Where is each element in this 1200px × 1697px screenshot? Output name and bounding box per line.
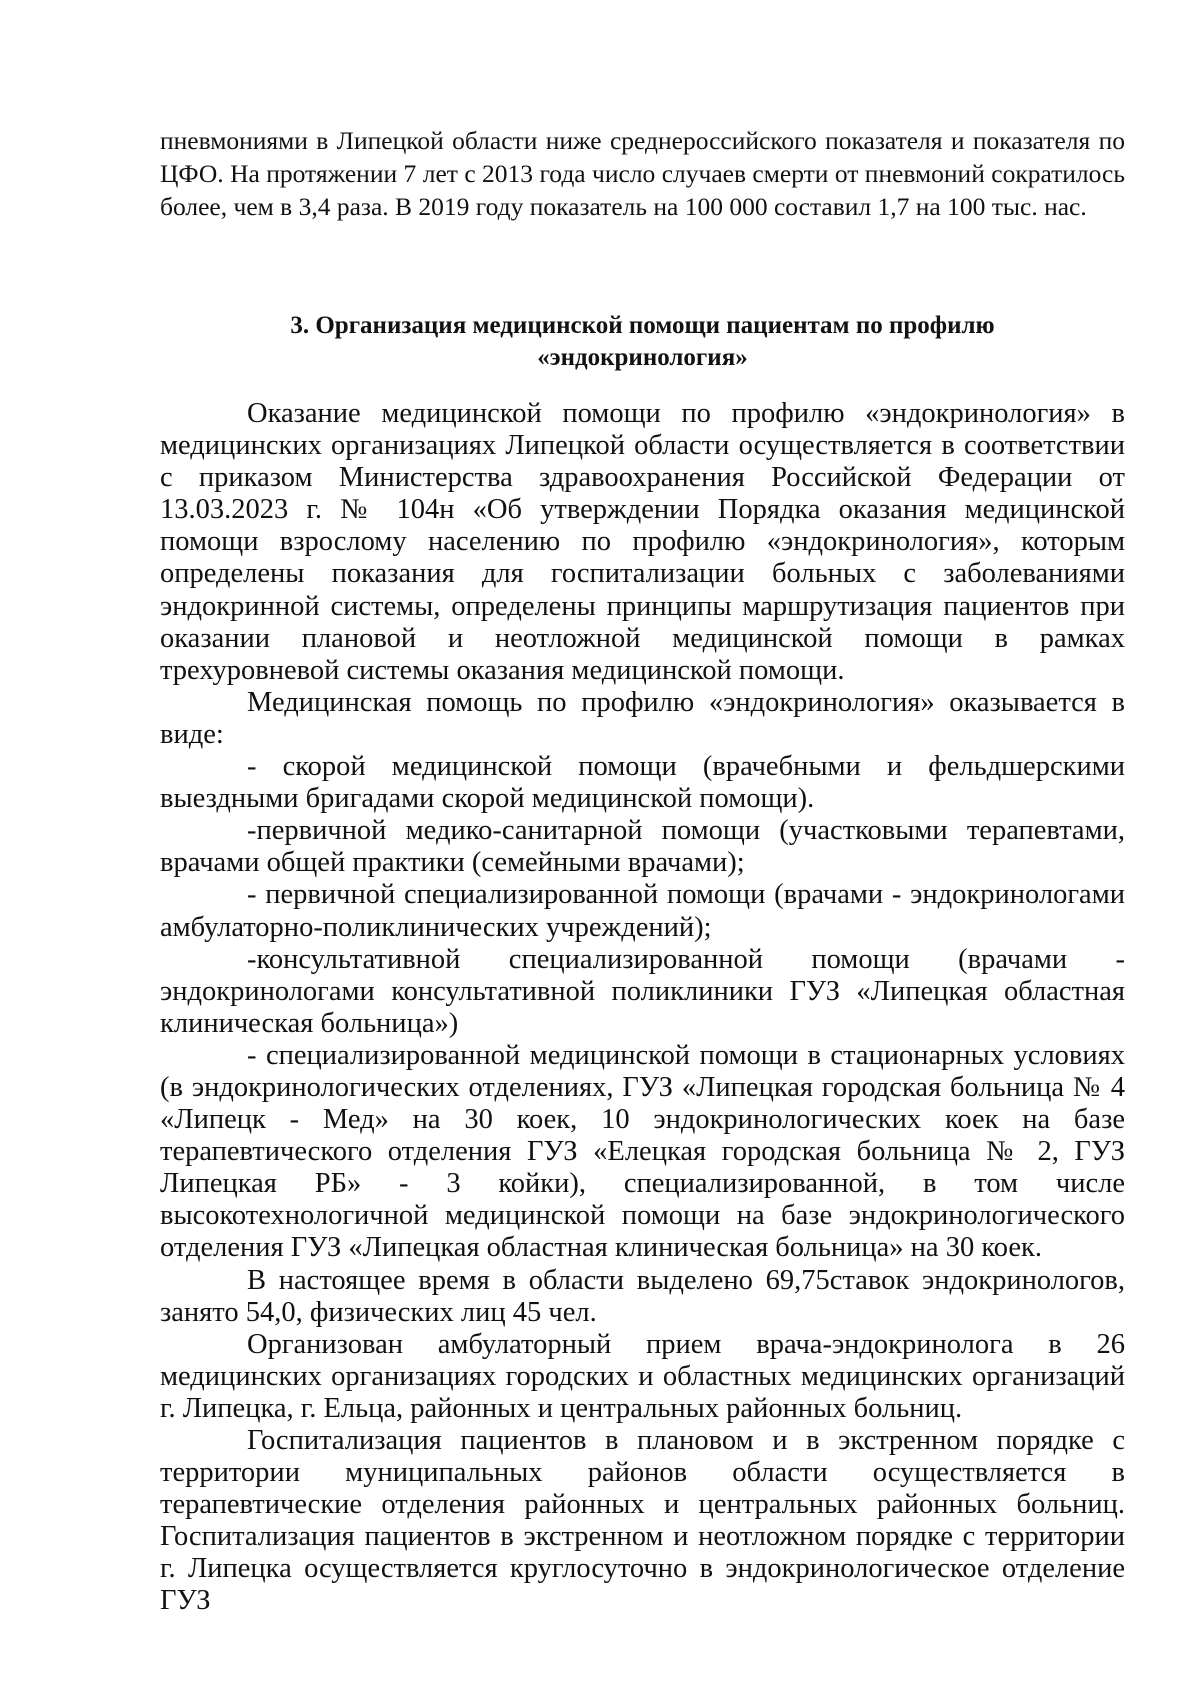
list-item: - специализированной медицинской помощи в стационарных условиях (в эндокринологических отделениях, ГУЗ «Липецкая городская больница № 4 «Липецк - Мед» на 30 коек, 10 эндокринологических коек на базе терапевтического отделения ГУЗ «Елецкая городская больница № 2, ГУЗ Липецкая РБ» - 3 койки), специализированной, в том числе высокотехнологичной медицинской помощи на базе эндокринологического отделения ГУЗ «Липецкая областная клиническая больница» на 30 коек. (160, 1039, 1125, 1264)
paragraph: Медицинская помощь по профилю «эндокринология» оказывается в виде: (160, 686, 1125, 750)
paragraph: Госпитализация пациентов в плановом и в экстренном порядке с территории муниципальных районов области осуществляется в терапевтические отделения районных и центральных районных больниц. Госпитализация пациентов в экстренном и неотложном порядке с территории г. Липецка осуществляется круглосуточно в эндокринологическое отделение ГУЗ (160, 1425, 1125, 1617)
section-heading (160, 310, 1125, 374)
list-item: -консультативной специализированной помощи (врачами - эндокринологами консультативной поликлиники ГУЗ «Липецкая областная клиническая больница») (160, 943, 1125, 1039)
paragraph: В настоящее время в области выделено 69,75ставок эндокринологов, занято 54,0, физических лиц 45 чел. (160, 1264, 1125, 1328)
paragraph: Оказание медицинской помощи по профилю «эндокринология» в медицинских организациях Липецкой области осуществляется в соответствии с приказом Министерства здравоохранения Российской Федерации от 13.03.2023 г. № 104н «Об утверждении Порядка оказания медицинской помощи взрослому населению по профилю «эндокринология», которым определены показания для госпитализации больных с заболеваниями эндокринной системы, определены принципы маршрутизация пациентов при оказании плановой и неотложной медицинской помощи в рамках трехуровневой системы оказания медицинской помощи. (160, 398, 1125, 686)
section-heading-line-2: «эндокринология» (537, 344, 748, 371)
intro-paragraph: пневмониями в Липецкой области ниже среднероссийского показателя и показателя по ЦФО. На протяжении 7 лет с 2013 года число случаев смерти от пневмоний сократилось более, чем в 3,4 раза. В 2019 году показатель на 100 000 составил 1,7 на 100 тыс. нас. (160, 126, 1125, 221)
section-heading-line-1: 3. Организация медицинской помощи пациентам по профилю (290, 312, 995, 339)
list-item: -первичной медико-санитарной помощи (участковыми терапевтами, врачами общей практики (семейными врачами); (160, 815, 1125, 879)
list-item: - скорой медицинской помощи (врачебными и фельдшерскими выездными бригадами скорой медицинской помощи). (160, 751, 1125, 815)
list-item: - первичной специализированной помощи (врачами - эндокринологами амбулаторно-поликлинических учреждений); (160, 879, 1125, 943)
section-body (160, 398, 1125, 1618)
paragraph: Организован амбулаторный прием врача-эндокринолога в 26 медицинских организациях городских и областных медицинских организаций г. Липецка, г. Ельца, районных и центральных районных больниц. (160, 1328, 1125, 1424)
